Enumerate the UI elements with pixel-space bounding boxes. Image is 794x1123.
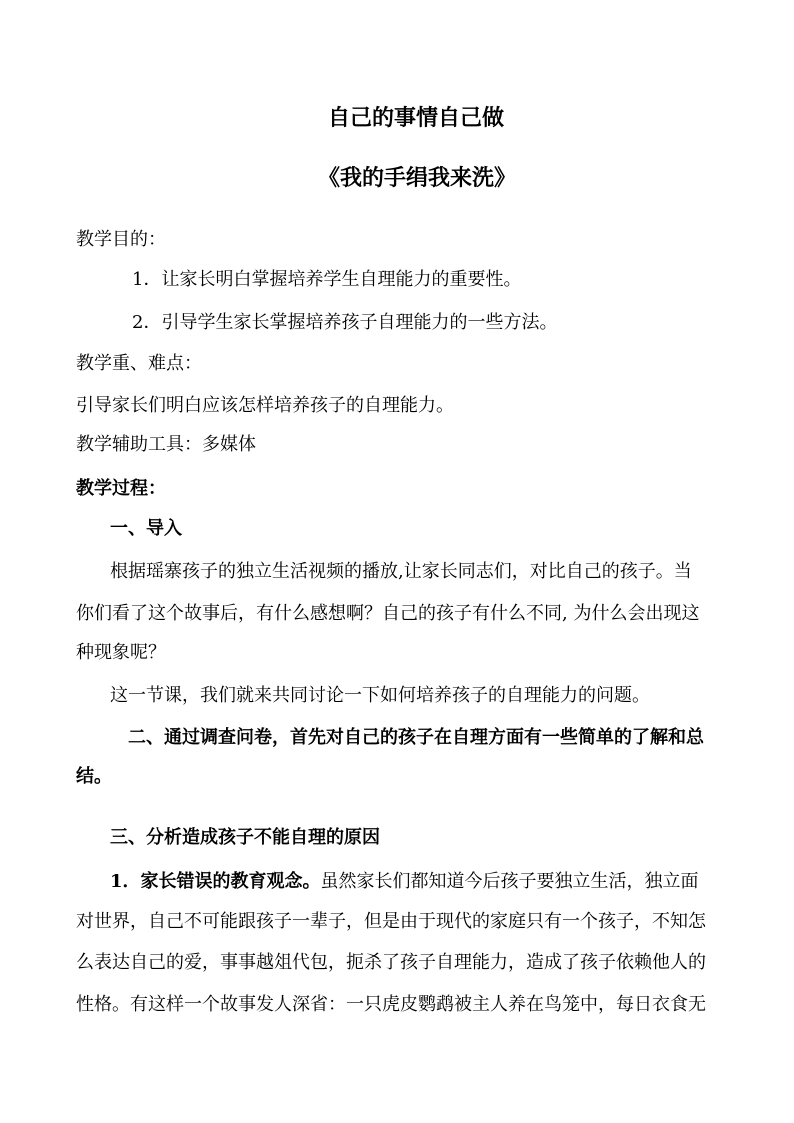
section-3-paragraph-lead: 1．家长错误的教育观念。	[110, 871, 321, 892]
key-heading: 教学重、难点：	[76, 353, 202, 374]
section-1-paragraph-line-2: 你们看了这个故事后，有什么感想啊？自己的孩子有什么不同, 为什么会出现这	[76, 603, 700, 624]
goal-item-1: 1．让家长明白掌握培养学生自理能力的重要性。	[132, 269, 522, 290]
document-subtitle: 《我的手绢我来洗》	[318, 165, 517, 191]
goal-heading: 教学目的：	[76, 229, 166, 250]
process-heading: 教学过程：	[76, 478, 166, 499]
section-3-heading: 三、分析造成孩子不能自理的原因	[110, 827, 380, 848]
section-1-paragraph-2: 这一节课，我们就来共同讨论一下如何培养孩子的自理能力的问题。	[110, 685, 650, 706]
section-2-heading-line-1: 二、通过调查问卷，首先对自己的孩子在自理方面有一些简单的了解和总	[128, 727, 704, 748]
section-1-paragraph-line-3: 种现象呢？	[76, 642, 166, 663]
tools-line: 教学辅助工具：多媒体	[76, 434, 256, 455]
section-3-paragraph-line-1	[110, 870, 699, 894]
section-2-heading-line-2: 结。	[76, 766, 112, 787]
section-1-heading: 一、导入	[110, 518, 182, 539]
section-3-paragraph-line-3: 么表达自己的爱，事事越俎代包，扼杀了孩子自理能力，造成了孩子依赖他人的	[76, 952, 706, 973]
section-3-paragraph-line-2: 对世界，自己不可能跟孩子一辈子，但是由于现代的家庭只有一个孩子，不知怎	[76, 911, 706, 932]
goal-item-2: 2．引导学生家长掌握培养孩子自理能力的一些方法。	[132, 312, 558, 333]
section-3-paragraph-line-4: 性格。有这样一个故事发人深省：一只虎皮鹦鹉被主人养在鸟笼中，每日衣食无	[76, 994, 706, 1015]
section-3-paragraph-line-1-text: 虽然家长们都知道今后孩子要独立生活，独立面	[320, 871, 699, 892]
document-title: 自己的事情自己做	[328, 105, 505, 131]
key-text: 引导家长们明白应该怎样培养孩子的自理能力。	[76, 395, 454, 416]
section-1-paragraph-line-1: 根据瑶寨孩子的独立生活视频的播放,让家长同志们，对比自己的孩子。当	[110, 561, 692, 582]
